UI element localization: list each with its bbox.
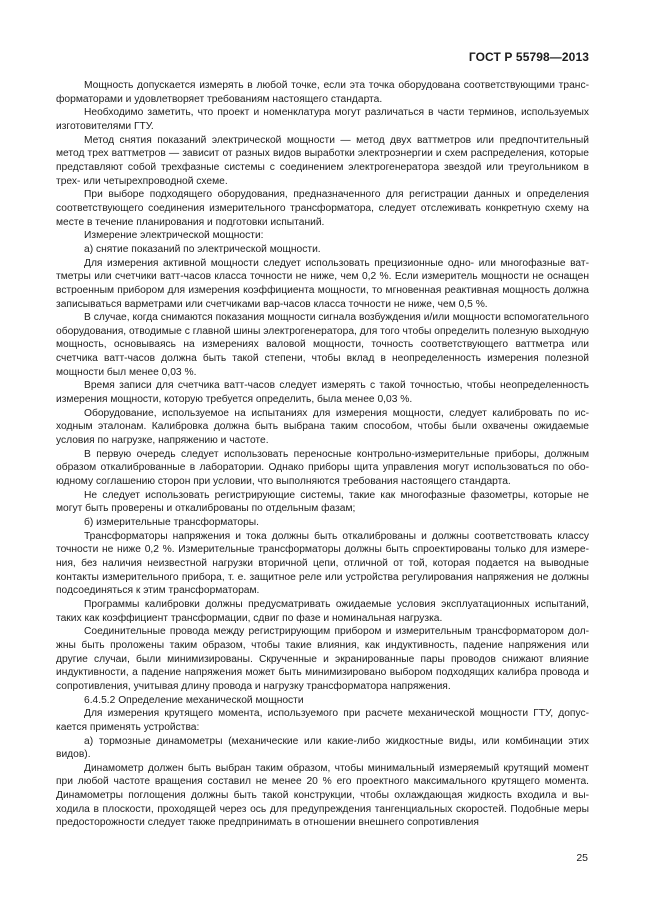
list-item: а) тормозные динамометры (механические или какие-либо жидкостные виды, или комбинации этих видов). (56, 735, 589, 761)
paragraph: Метод снятия показаний электрической мощности — метод двух ваттметров или предпочтительный метод трех ваттметров — зависит от разных видов выработки электроэнергии и схем распределения, которые представляют собой трехфазные системы с соединением электрогенератора звездой или треугольником в трех- или четырехпроводной схеме. (56, 134, 589, 187)
paragraph: Необходимо заметить, что проект и номенклатура могут различаться в части терминов, используемых изготовителями ГТУ. (56, 107, 589, 132)
list-item: б) измерительные трансформаторы. (84, 517, 260, 528)
page-number: 25 (576, 852, 588, 864)
paragraph: В случае, когда снимаются показания мощности сигнала возбуждения и/или мощности вспомогательного оборудования, отводимые с главной шины электрогенератора, для того чтобы определить полезную выходную мощность, основываясь на измерениях валовой мощности, точность соответствующего ваттметра или счетчика ватт-часов должна быть такой степени, чтобы вклад в неопределенность измерения полезной мощности был менее 0,03 %. (56, 312, 589, 378)
standard-header: ГОСТ Р 55798—2013 (468, 50, 589, 64)
paragraph: Для измерения крутящего момента, используемого при расчете механической мощности ГТУ, допускается применять устройства: (56, 708, 589, 733)
paragraph: Оборудование, используемое на испытаниях для измерения мощности, следует калибровать по исходным эталонам. Калибровка должна быть выбрана таким способом, чтобы были охвачены ожидаемые условия по нагрузке, напряжению и частоте. (56, 407, 589, 447)
paragraph: При выборе подходящего оборудования, предназначенного для регистрации данных и определения соответствующего соединения измерительного трансформатора, следует отслеживать конкретную схему на месте в течение планирования и подготовки испытаний. (56, 189, 589, 228)
paragraph: Динамометр должен быть выбран таким образом, чтобы минимальный измеряемый крутящий момент при любой частоте вращения составил не менее 20 % его проектного максимального крутящего момента. Динамометры поглощения должны быть такой конструкции, чтобы охлаждающая жидкость входила и выходила в плоскости, проходящей через ось для предупреждения тангенциальных скоростей. Подобные меры предосторожности следует также предпринимать в отношении внешнего сопротивления (56, 762, 589, 829)
paragraph: Соединительные провода между регистрирующим прибором и измерительным трансформатором должны быть проложены таким образом, чтобы такие влияния, как индуктивность, падение напряжения или другие случаи, были минимизированы. Скрученные и экранированные пары проводов снижают влияние индуктивности, а падение напряжения может быть минимизировано выбором подходящих калибра провода и сопротивления, учитывая длину провода и нагрузку трансформатора напряжения. (56, 626, 589, 692)
paragraph: Время записи для счетчика ватт-часов следует измерять с такой точностью, чтобы неопределенность измерения мощности, которую требуется определить, была менее 0,03 %. (56, 380, 589, 406)
paragraph: Трансформаторы напряжения и тока должны быть откалиброваны и должны соответствовать классу точности не ниже 0,2 %. Измерительные трансформаторы должны быть спроектированы только для измерения, без наличия неизвестной нагрузки вторичной цепи, отличной от той, которая подается на выводные контакты измерительного прибора, т. е. защитное реле или устройства регулирования напряжения не должны подсоединяться к этим трансформаторам. (56, 530, 589, 597)
paragraph: Программы калибровки должны предусматривать ожидаемые условия эксплуатационных испытаний, таких как коэффициент трансформации, сдвиг по фазе и номинальная нагрузка. (56, 598, 589, 624)
paragraph: Для измерения активной мощности следует использовать прецизионные одно- или многофазные ваттметры или счетчики ватт-часов класса точности не ниже, чем 0,2 %. Если измеритель мощности не оснащен встроенным прибором для измерения коэффициента мощности, то мгновенная реактивная мощность должна записываться варметрами или счетчиками вар-часов класса точности не ниже, чем 0,5 %. (56, 257, 589, 310)
list-item: а) снятие показаний по электрической мощности. (84, 243, 321, 255)
paragraph: Мощность допускается измерять в любой точке, если эта точка оборудована соответствующими трансформаторами и удовлетворяет требованиям настоящего стандарта. (56, 80, 589, 105)
paragraph: Не следует использовать регистрирующие системы, такие как многофазные фазометры, которые не могут быть проверены и откалиброваны по отдельным фазам; (56, 489, 589, 515)
paragraph: Измерение электрической мощности: (84, 230, 264, 242)
document-body (56, 79, 589, 830)
paragraph: В первую очередь следует использовать переносные контрольно-измерительные приборы, должным образом откалиброванные в лаборатории. Однако приборы щита управления могут использоваться по обоюдному соглашению сторон при условии, что выполняются требования настоящего стандарта. (56, 448, 589, 488)
section-heading: 6.4.5.2 Определение механической мощности (84, 694, 304, 706)
